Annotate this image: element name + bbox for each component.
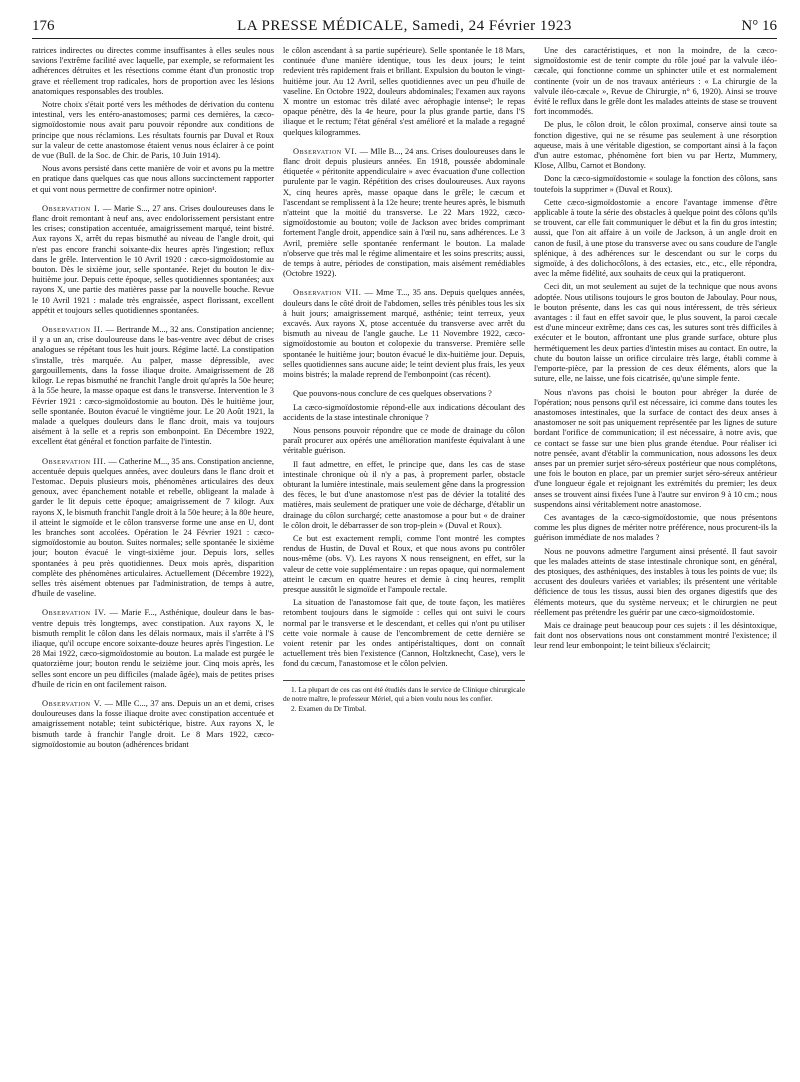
observation-label: Observation VII. [293,288,362,298]
observation-label: Observation VI. [293,146,358,156]
column-3 [534,46,777,1070]
observation-label: Observation V. [42,698,103,708]
paragraph: Mais ce drainage peut beaucoup pour ces sujets : il les désintoxique, fait dont nos observations nous ont constamment montré l'existence; il leur rend leur embonpoint; le teint bilieux s'éclaircit; [534,620,777,651]
observation-text: — Mme T..., 35 ans. Depuis quelques années, douleurs dans le côté droit de l'abdomen, selles très pénibles tous les six à huit jours; amaigrissement marqué, asthénie; teint terreux, yeux excavés. Aux rayons X, ptose accentuée du transverse avec arrêt du bismuth au niveau de l'angle gauche. Le 11 Novembre 1922, cæco-sigmoïdostomie au bouton et colopexie du transverse. Première selle spontanée le huitième jour; bouton évacué le dix-huitième jour. Depuis, selles quotidiennes sans aucune aide; le teint devient plus frais, les yeux moins bistrés; la malade reprend de l'embonpoint (cas récent). [283,288,525,380]
paragraph: Ce but est exactement rempli, comme l'ont montré les comptes rendus de Hustin, de Duval et Roux, et que nous avons pu contrôler nous-même (obs. V). Les rayons X nous renseignent, en effet, sur la valeur de cette voie supplémentaire : un repas opaque, qui normalement atteint le cæcum en quatre heures et demie à cinq heures, remplit presque aussitôt le sigmoïde et l'ampoule rectale. [283,533,525,594]
observation-label: Observation III. [42,456,107,466]
paragraph: Il faut admettre, en effet, le principe que, dans les cas de stase intestinale chronique où il n'y a pas, à proprement parler, obstacle obturant la lumière intestinale, mais seulement gêne dans la progression des fèces, le but d'une anastomose n'est pas de dévier la totalité des matières, mais seulement de pratiquer une voie de décharge, d'établir un drainage du côlon surchargé; cette anastomose a pour but « de drainer le côlon droit, le débarrasser de son trop-plein » (Duval et Roux). [283,459,525,530]
column-1 [32,46,274,1070]
observation-text: — Bertrande M..., 32 ans. Constipation ancienne; il y a un an, crise douloureuse dans le bas-ventre avec début de crises analogues se répétant tous les huit jours. Régime lacté. La constipation s'installe, très marquée. Au palper, masse dépressible, avec gargouillements, dans la fosse iliaque droite. Amaigrissement de 28 kilogr. Le repas bismuthé ne franchit l'angle droit qu'après la 50e heure; à la 55e heure, la masse opaque est dans le transverse. Intervention le 3 Février 1921 : cæco-sigmoïdostomie au bouton. Dès le huitième jour, selle spontanée. Bouton évacué le vingtième jour. Le 20 Août 1921, la malade a quelques douleurs dans le flanc droit, mais va toujours aisément à la selle et a repris son embonpoint. En Décembre 1922, excellent état général et fonction parfaite de l'intestin. [32,325,274,447]
paragraph: le côlon ascendant à sa partie supérieure). Selle spontanée le 18 Mars, continuée d'une manière identique, tous les deux jours; le teint redevient très rapidement frais et brillant. Expulsion du bouton le vingt-huitième jour. Au 12 Avril, selles quotidiennes avec un peu d'huile de vaseline. En Octobre 1922, douleurs abdominales; l'examen aux rayons X montre un estomac très dilaté avec aérophagie intense²; le repas opaque pénètre, dès la 4e heure, pour la plus grande partie, dans l'S iliaque et le rectum; l'état général s'est amélioré et la malade a regagné quelques kilogrammes. [283,46,525,137]
paragraph: Donc la cæco-sigmoïdostomie « soulage la fonction des côlons, sans toutefois la supprimer » (Duval et Roux). [534,174,777,194]
paragraph: Ces avantages de la cæco-sigmoïdostomie, que nous présentons comme les plus dignes de mériter notre préférence, nous procurent-ils la guérison immédiate de nos malades ? [534,512,777,543]
observation-5 [32,699,274,750]
observation-text: — Marie F..., Asthénique, douleur dans le bas-ventre depuis très longtemps, avec constipation. Aux rayons X, le bismuth remplit le côlon dans les délais normaux, mais il s'arrête à l'S iliaque, qu'il occupe encore soixante-douze heures après l'ingestion. Le 28 Mai 1922, cæco-sigmoïdostomie au bouton. La malade est purgée le quatorzième jour; bouton rendu le seizième jour. Cinq mois après, les selles sont encore un peu difficiles (malade âgée), mais de petites prises d'huile de ricin en ont facilement raison. [32,608,274,689]
observation-6 [283,147,525,280]
footnotes [283,680,525,714]
observation-1 [32,204,274,316]
paragraph: De plus, le côlon droit, le côlon proximal, conserve ainsi toute sa fonction digestive, qui ne se résume pas seulement à une résorption aqueuse, mais à une véritable digestion, se comportant ainsi à la façon d'un autre estomac, phénomène fort bien vu par Hertz, Mummery, Klose, Allbu, Carnot et Bondony. [534,120,777,171]
paragraph: Cette cæco-sigmoïdostomie a encore l'avantage immense d'être applicable à toute la série des obstacles à quelque point des côlons qu'ils se trouvent, car elle fait communiquer le début et la fin du gros intestin; aussi, que l'on ait affaire à un voile de Jackson, à un angle droit en canon de fusil, à une ptose du transverse avec ou sans coudure de l'angle splénique, à des adhérences sur le descendant ou sur le corps du sigmoïde, à des dolichocôlons, à des ectasies, etc., etc., elle répondra, avec la même fidélité, aux souhaits de ceux qui la pratiqueront. [534,197,777,279]
observation-label: Observation I. [42,203,101,213]
paragraph: Une des caractéristiques, et non la moindre, de la cæco-sigmoïdostomie est de tenir compte du rôle joué par la valvule iléo-cæcale, qui fonctionne comme un sphincter utile et est normalement continente (voir un de nos travaux antérieurs : « La chirurgie de la valvule iléo-cæcale », Revue de Chirurgie, n° 6, 1920). Ainsi se trouve évité le reflux dans le grêle dont les malades atteints de stase se trouvent fort incommodés. [534,46,777,117]
page-number: 176 [32,18,55,34]
paragraph: ratrices indirectes ou directes comme insuffisantes à elles seules nous savions l'extrême facilité avec laquelle, par exemple, se reformaient les adhérences détruites et les résections comme étant d'un pronostic trop grave et réellement trop radicales, hors de proportion avec les lésions anatomiques responsables des troubles. [32,46,274,96]
observation-3 [32,457,274,600]
paragraph: Notre choix s'était porté vers les méthodes de dérivation du contenu intestinal, vers les entéro-anastomoses; parmi ces dernières, la cæco-sigmoïdostomie nous avait paru pouvoir répondre aux conditions de principe que nous réclamions. Les résultats fournis par Duval et Roux sur la valeur de cette anastomose étaient venus nous éclairer à ce point de vue (Bull. de la Soc. de Chir. de Paris, 10 Juin 1914). [32,100,274,161]
issue-number: N° 16 [741,18,777,34]
paragraph: La situation de l'anastomose fait que, de toute façon, les matières retombent toujours dans le sigmoïde : celles qui ont suivi le cours normal par le transverse et le descendant, et celles qui n'ont pu utiliser cette voie normale à cause de l'encombrement de cette dernière se voient retenir par les ondes antipéristaltiques, dont on connaît actuellement très bien l'existence (Cannon, Holtzknecht, Case), vers le fond du cæcum, l'anastomose et le côlon pelvien. [283,598,525,669]
observation-text: — Mlle C..., 37 ans. Depuis un an et demi, crises douloureuses dans la fosse iliaque droite avec constipation accentuée et amaigrissement notable; teint subictérique, bistre. Aux rayons X, le bismuth tarde à franchir l'angle droit. Le 8 Mars 1922, cæco-sigmoïdostomie au bouton (adhérences bridant [32,698,274,749]
footnote: 2. Examen du Dr Timbal. [291,703,367,713]
paragraph: Ceci dit, un mot seulement au sujet de la technique que nous avons adoptée. Nous utilisons toujours le gros bouton de Jaboulay. Pour nous, le bouton présente, dans les cas qui nous intéressent, de très sérieux avantages : il faut en effet savoir que, le plus souvent, la paroi cæcale est d'une minceur extrême; dans ces cas, les sutures sont très difficiles à exécuter et le bouton, affrontant une plus grande surface, obture plus hermétiquement les deux parties d'intestin mises au contact. En outre, la chute du bouton laisse un orifice circulaire très large, établi comme à l'emporte-pièce, par la pression de ces deux éléments, alors que la suture, elle, ne laisse, une fois cicatrisée, qu'une simple fente. [534,282,777,384]
observation-7 [283,288,525,380]
journal-title: LA PRESSE MÉDICALE, Samedi, 24 Février 1923 [237,18,572,34]
paragraph: Nous n'avons pas choisi le bouton pour abréger la durée de l'opération; nous pensons qu'il est nécessaire, ici comme dans toutes les anastomoses intestinales, que la surface de contact des deux anses à anastomoser ne soit pas uniquement représentée par les lignes de suture bordant l'orifice de communication; il est nécessaire, à notre avis, que ce contact se fasse sur une bien plus grande étendue. Pour réaliser ici notre pensée, avant d'établir la communication, nous adossons les deux anses par un premier surjet séro-séreux postérieur que nous complétons, une fois le bouton en place, par un premier surjet séro-séreux antérieur d'une longueur égale et rejoignant les extrémités du premier; les deux anses se trouvent ainsi fixées l'une à l'autre sur environ 9 à 10 cm.; nous suspendons ainsi véritablement notre anastomose. [534,387,777,509]
paragraph: Nous pensons pouvoir répondre que ce mode de drainage du côlon paraît procurer aux opérés une amélioration manifeste équivalant à une véritable guérison. [283,425,525,456]
footnote: 1. La plupart de ces cas ont été étudiés dans le service de Clinique chirurgicale de notre maître, le professeur Mériel, qui a bien voulu nous les confier. [283,684,525,703]
observation-label: Observation IV. [42,608,107,618]
paragraph: Nous avons persisté dans cette manière de voir et avons pu la mettre en pratique dans quelques cas que nous allons succinctement rapporter et qui vont nous permettre de confirmer notre opinion¹. [32,164,274,194]
observation-label: Observation II. [42,325,104,335]
paragraph: Nous ne pouvons admettre l'argument ainsi présenté. Il faut savoir que les malades atteints de stase intestinale chronique sont, en général, des ptosiques, des asthéniques, des instables à tous les points de vue; ils accusent des douleurs variées et variables; ils présentent une véritable déficience de tous les tissus, aussi bien des organes digestifs que des éléments moteurs, que du système nerveux; et le chirurgien ne peut réellement pas prétendre les guérir par une cæco-sigmoïdostomie. [534,546,777,617]
paragraph: La cæco-sigmoïdostomie répond-elle aux indications découlant des accidents de la stase intestinale chronique ? [283,402,525,422]
paragraph: Que pouvons-nous conclure de ces quelques observations ? [293,389,492,399]
observation-text: — Marie S..., 27 ans. Crises douloureuses dans le flanc droit remontant à neuf ans, avec endolorissement persistant entre les crises; constipation accentuée, amaigrissement marqué, teint bistré. Aux rayons X, arrêt du repas bismuthé au niveau de l'angle droit, qui n'est pas encore franchi soixante-dix heures après l'ingestion; reflux dans le grêle. Intervention le 10 Avril 1920 : cæco-sigmoïdostomie au bouton. Dès le sixième jour, selle spontanée. Rejet du bouton le dix-huitième jour. Depuis cette époque, selles quotidiennes spontanées; aux rayons X, une partie des matières passe par la nouvelle bouche. Revue le 10 Avril 1921 : malade très engraissée, aspect florissant, excellent appétit et toujours selles quotidiennes spontanées. [32,203,274,315]
column-2 [283,46,525,1070]
page-header [32,12,777,39]
observation-text: — Catherine M..., 35 ans. Constipation ancienne, accentuée depuis quelques années, avec douleurs dans le flanc droit et l'estomac. Depuis plusieurs mois, phénomènes articulaires des deux genoux, avec épanchement notable et rebelle, obligeant la malade à garder le lit depuis cette époque; amaigrissement de 7 kilogr. Aux rayons X, le bismuth franchit l'angle droit à la 50e heure; à la 80e heure, il atteint le sigmoïde et le côlon transverse forme une anse en U, dont les branches sont accolées. Opération le 24 Février 1921 : cæco-sigmoïdostomie au bouton. Suites normales; selle spontanée le sixième jour; bouton évacué le vingt-sixième jour. Depuis lors, selles spontanées à peu près quotidiennes. Deux mois après, disparition complète des phénomènes articulaires. Actuellement (Décembre 1922), selles très aisément obtenues par l'administration, de temps à autre, d'huile de vaseline. [32,456,274,599]
observation-4 [32,608,274,690]
observation-text: — Mlle B..., 24 ans. Crises douloureuses dans le flanc droit depuis plusieurs années. En 1918, poussée abdominale étiquetée « péritonite appendiculaire » avec évacuation d'une collection purulente par le vagin. Répétition des crises douloureuses. Aux rayons X, cinq heures après, masse opaque dans le grêle; le cæcum et l'ascendant se remplissent à la 12e heure; trente heures après, le bismuth n'atteint que la moitié du transverse. Le 22 Mars 1922, cæco-sigmoïdostomie au bouton; voile de Jackson avec brides comprimant fortement l'angle droit, appendice sain à l'œil nu, sans adhérences. Le 3 Avril, première selle spontanée renfermant le bouton. La malade n'observe que très mal le régime alimentaire et les soins prescrits; aussi, de temps à autre, périodes de constipation, mais aisément remédiables (Octobre 1922). [283,146,525,279]
observation-2 [32,325,274,447]
